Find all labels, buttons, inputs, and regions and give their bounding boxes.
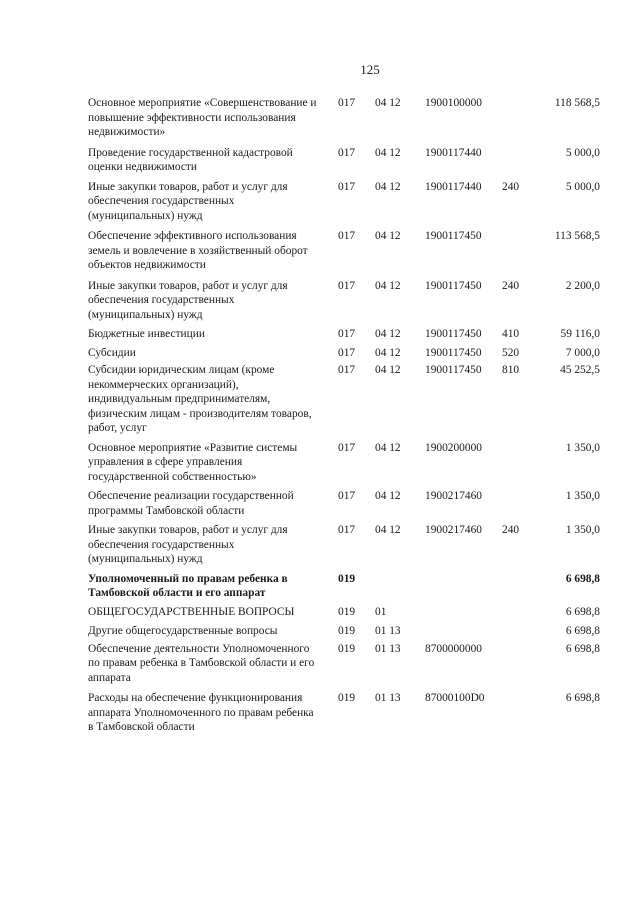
section-code: 04 12 — [375, 180, 401, 193]
row-name: Субсидии юридическим лицам (кроме некоммерческих организаций), индивидуальным предпринимателям, физическим лицам - производителям товаров, работ, услуг — [88, 364, 312, 434]
amount-value: 6 698,8 — [565, 692, 600, 704]
section-code: 04 12 — [375, 97, 401, 109]
table-row — [88, 327, 608, 342]
amount-value: 6 698,8 — [565, 605, 600, 618]
page-number: 125 — [360, 62, 380, 77]
amount-value: 6 698,8 — [565, 625, 600, 637]
section-code: 04 12 — [375, 328, 401, 340]
row-name: Проведение государственной кадастровой оценки недвижимости — [88, 146, 293, 173]
table-row — [88, 441, 608, 485]
ministry-code: 019 — [338, 572, 356, 585]
target-article-code: 1900100000 — [425, 97, 482, 109]
ministry-code: 017 — [338, 364, 356, 376]
section-code: 04 12 — [375, 441, 401, 454]
row-name: Субсидии — [88, 346, 136, 359]
section-code: 01 — [375, 605, 387, 618]
target-article-code: 8700000000 — [425, 642, 482, 655]
row-name: Основное мероприятие «Развитие системы управления в сфере управления государственной собственностью» — [88, 441, 298, 483]
row-name: Уполномоченный по правам ребенка в Тамбовской области и его аппарат — [88, 572, 288, 599]
expense-type-code: 410 — [502, 328, 520, 340]
amount-value: 7 000,0 — [565, 346, 600, 359]
row-name: Бюджетные инвестиции — [88, 328, 205, 340]
ministry-code: 017 — [338, 279, 356, 292]
ministry-code: 017 — [338, 328, 356, 340]
table-row — [88, 229, 608, 273]
section-code: 01 13 — [375, 642, 401, 655]
table-row — [88, 642, 608, 686]
section-code: 04 12 — [375, 346, 401, 359]
ministry-code: 017 — [338, 180, 356, 193]
section-code: 04 12 — [375, 230, 401, 242]
row-name: ОБЩЕГОСУДАРСТВЕННЫЕ ВОПРОСЫ — [88, 605, 295, 618]
table-row — [88, 523, 608, 567]
target-article-code: 1900117450 — [425, 230, 482, 242]
target-article-code: 1900117450 — [425, 279, 482, 292]
expense-type-code: 240 — [502, 524, 520, 536]
section-code: 01 13 — [375, 692, 401, 704]
row-name: Иные закупки товаров, работ и услуг для обеспечения государственных (муниципальных) нужд — [88, 180, 288, 222]
row-name: Расходы на обеспечение функционирования аппарата Уполномоченного по правам ребенка в Тамбовской области — [88, 692, 314, 733]
amount-value: 6 698,8 — [565, 572, 600, 585]
row-name: Обеспечение эффективного использования земель и вовлечение в хозяйственный оборот объектов недвижимости — [88, 230, 308, 271]
table-row — [88, 691, 608, 735]
table-row — [88, 624, 608, 639]
amount-value: 2 200,0 — [565, 279, 600, 292]
section-code: 04 12 — [375, 279, 401, 292]
table-row — [88, 96, 608, 140]
amount-value: 6 698,8 — [565, 642, 600, 655]
expense-type-code: 520 — [502, 346, 520, 359]
table-row — [88, 572, 608, 601]
target-article-code: 1900200000 — [425, 441, 482, 454]
ministry-code: 017 — [338, 97, 356, 109]
target-article-code: 1900117450 — [425, 328, 482, 340]
target-article-code: 1900117440 — [425, 180, 482, 193]
ministry-code: 017 — [338, 146, 356, 159]
table-row — [88, 489, 608, 518]
ministry-code: 017 — [338, 490, 356, 502]
target-article-code: 1900117450 — [425, 346, 482, 359]
amount-value: 1 350,0 — [565, 524, 600, 536]
expense-type-code: 240 — [502, 180, 520, 193]
ministry-code: 017 — [338, 230, 356, 242]
ministry-code: 019 — [338, 642, 356, 655]
table-row — [88, 180, 608, 224]
row-name: Иные закупки товаров, работ и услуг для обеспечения государственных (муниципальных) нужд — [88, 279, 288, 321]
expense-type-code: 240 — [502, 279, 520, 292]
amount-value: 59 116,0 — [560, 328, 600, 340]
amount-value: 118 568,5 — [554, 97, 600, 109]
table-row — [88, 279, 608, 323]
row-name: Обеспечение деятельности Уполномоченного по правам ребенка в Тамбовской области и его аппарата — [88, 642, 315, 684]
target-article-code: 1900117440 — [425, 146, 482, 159]
amount-value: 113 568,5 — [554, 230, 600, 242]
table-row — [88, 605, 608, 620]
ministry-code: 017 — [338, 524, 356, 536]
amount-value: 5 000,0 — [565, 180, 600, 193]
ministry-code: 017 — [338, 441, 356, 454]
amount-value: 45 252,5 — [560, 364, 600, 376]
expense-type-code: 810 — [502, 364, 520, 376]
amount-value: 5 000,0 — [565, 146, 600, 159]
row-name: Иные закупки товаров, работ и услуг для обеспечения государственных (муниципальных) нужд — [88, 524, 288, 565]
section-code: 04 12 — [375, 146, 401, 159]
section-code: 04 12 — [375, 524, 401, 536]
table-row — [88, 363, 608, 436]
target-article-code: 1900117450 — [425, 364, 482, 376]
row-name: Другие общегосударственные вопросы — [88, 625, 278, 637]
target-article-code: 1900217460 — [425, 524, 482, 536]
budget-table — [88, 96, 608, 735]
table-row — [88, 146, 608, 175]
row-name: Основное мероприятие «Совершенствование и повышение эффективности использования недвижимости» — [88, 97, 317, 138]
target-article-code: 1900217460 — [425, 490, 482, 502]
amount-value: 1 350,0 — [565, 441, 600, 454]
section-code: 01 13 — [375, 625, 401, 637]
amount-value: 1 350,0 — [565, 490, 600, 502]
ministry-code: 019 — [338, 692, 356, 704]
ministry-code: 019 — [338, 605, 356, 618]
ministry-code: 017 — [338, 346, 356, 359]
row-name: Обеспечение реализации государственной программы Тамбовской области — [88, 490, 294, 517]
section-code: 04 12 — [375, 364, 401, 376]
table-row — [88, 346, 608, 361]
target-article-code: 87000100D0 — [425, 692, 485, 704]
ministry-code: 019 — [338, 625, 356, 637]
section-code: 04 12 — [375, 490, 401, 502]
